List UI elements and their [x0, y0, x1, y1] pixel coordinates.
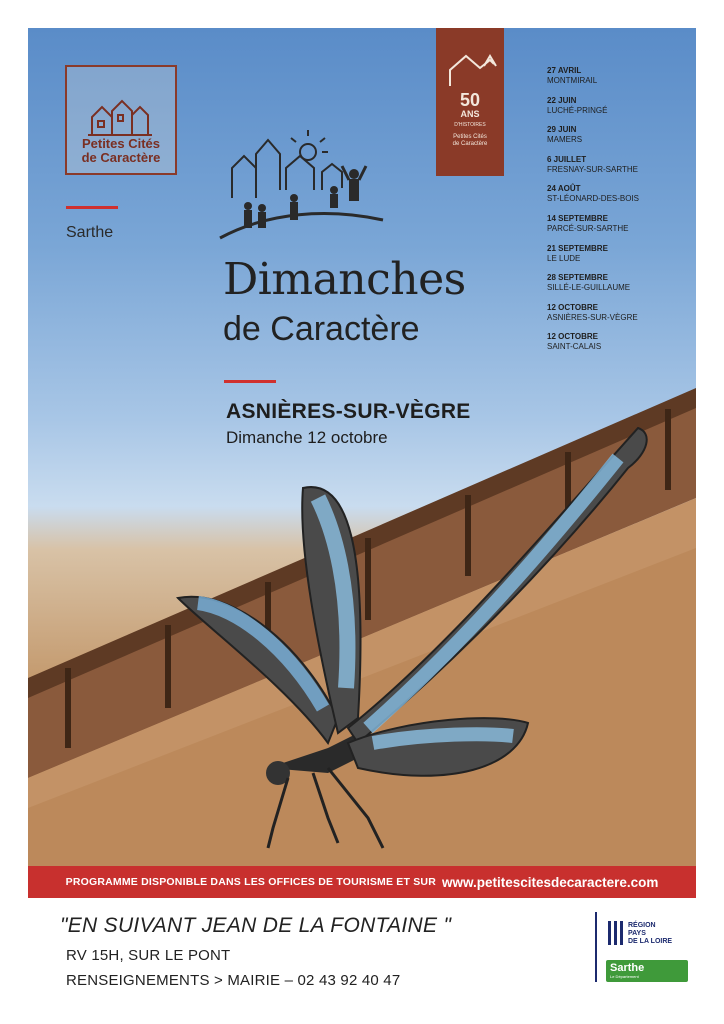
petites-cites-logo — [65, 65, 177, 175]
list-item — [547, 96, 687, 126]
region-line2: PAYS — [628, 930, 646, 937]
schedule-date: 27 AVRIL — [547, 66, 582, 75]
logo-text-line2: de Caractère — [81, 150, 161, 165]
region-text — [628, 922, 672, 946]
schedule-date: 12 OCTOBRE — [547, 332, 598, 342]
schedule-place: ST-LÉONARD-DES-BOIS — [547, 194, 640, 204]
region-line1: RÉGION — [628, 922, 656, 929]
sarthe-department-logo — [606, 960, 688, 982]
badge-org-line1: Petites Cités — [453, 134, 487, 140]
schedule-date: 22 JUIN — [547, 95, 577, 105]
schedule-date: 12 OCTOBRE — [547, 302, 598, 312]
schedule-place: PARCÉ-SUR-SARTHE — [547, 223, 629, 233]
schedule-place: LE LUDE — [547, 253, 581, 263]
schedule-date: 14 SEPTEMBRE — [547, 213, 608, 223]
event-date: Dimanche 12 octobre — [226, 428, 388, 447]
badge-ans: ANS — [460, 109, 480, 119]
event-title: "EN SUIVANT JEAN DE LA FONTAINE " — [60, 914, 452, 937]
divider-sarthe — [66, 206, 118, 209]
schedule-place: LUCHÉ-PRINGÉ — [547, 105, 608, 115]
region-line3: DE LA LOIRE — [628, 938, 673, 945]
schedule-date: 29 JUIN — [547, 125, 577, 135]
schedule-date: 28 SEPTEMBRE — [547, 273, 608, 283]
schedule-place: SILLÉ-LE-GUILLAUME — [547, 283, 631, 293]
list-item — [547, 244, 687, 274]
list-item — [547, 184, 687, 214]
schedule-date: 6 JUILLET — [547, 154, 587, 164]
list-item — [547, 66, 687, 96]
village-people-icon — [218, 128, 388, 246]
badge-histoires: D'HISTOIRES — [454, 122, 486, 128]
badge-number: 50 — [459, 90, 481, 110]
schedule-list — [547, 66, 687, 362]
footer-bar — [28, 866, 696, 898]
schedule-place: MONTMIRAIL — [547, 76, 598, 85]
poster — [28, 28, 696, 898]
list-item — [547, 303, 687, 333]
schedule-place: SAINT-CALAIS — [547, 342, 602, 352]
event-town: ASNIÈRES-SUR-VÈGRE — [226, 400, 471, 423]
list-item — [547, 155, 687, 185]
list-item — [547, 332, 687, 362]
badge-org-line2: de Caractère — [452, 141, 488, 147]
list-item — [547, 125, 687, 155]
poster-title-line1: Dimanches — [223, 254, 466, 305]
list-item — [547, 214, 687, 244]
anniversary-badge — [436, 28, 504, 176]
schedule-date: 21 SEPTEMBRE — [547, 243, 608, 253]
poster-title-line2: de Caractère — [223, 310, 420, 348]
list-item — [547, 273, 687, 303]
schedule-place: FRESNAY-SUR-SARTHE — [547, 164, 638, 174]
divider-title — [224, 380, 276, 383]
schedule-place: MAMERS — [547, 135, 583, 145]
schedule-place: ASNIÈRES-SUR-VÈGRE — [547, 312, 638, 322]
sarthe-logo-sub: Le Département — [610, 974, 639, 979]
event-info: RENSEIGNEMENTS > MAIRIE – 02 43 92 40 47 — [66, 972, 401, 989]
partner-divider — [595, 912, 597, 982]
footer-url-link[interactable]: www.petitescitesdecaractere.com — [442, 874, 659, 890]
department-label: Sarthe — [66, 224, 114, 241]
sarthe-logo-name: Sarthe — [610, 962, 645, 974]
houses-logo-icon — [86, 97, 156, 137]
logo-text-line1: Petites Cités — [81, 136, 161, 151]
event-meeting: RV 15H, SUR LE PONT — [66, 947, 231, 964]
badge-org — [436, 134, 504, 148]
footer-text: PROGRAMME DISPONIBLE DANS LES OFFICES DE TOURISME ET SUR — [65, 876, 436, 888]
badge-house-icon — [436, 28, 504, 88]
schedule-date: 24 AOÛT — [547, 184, 581, 194]
